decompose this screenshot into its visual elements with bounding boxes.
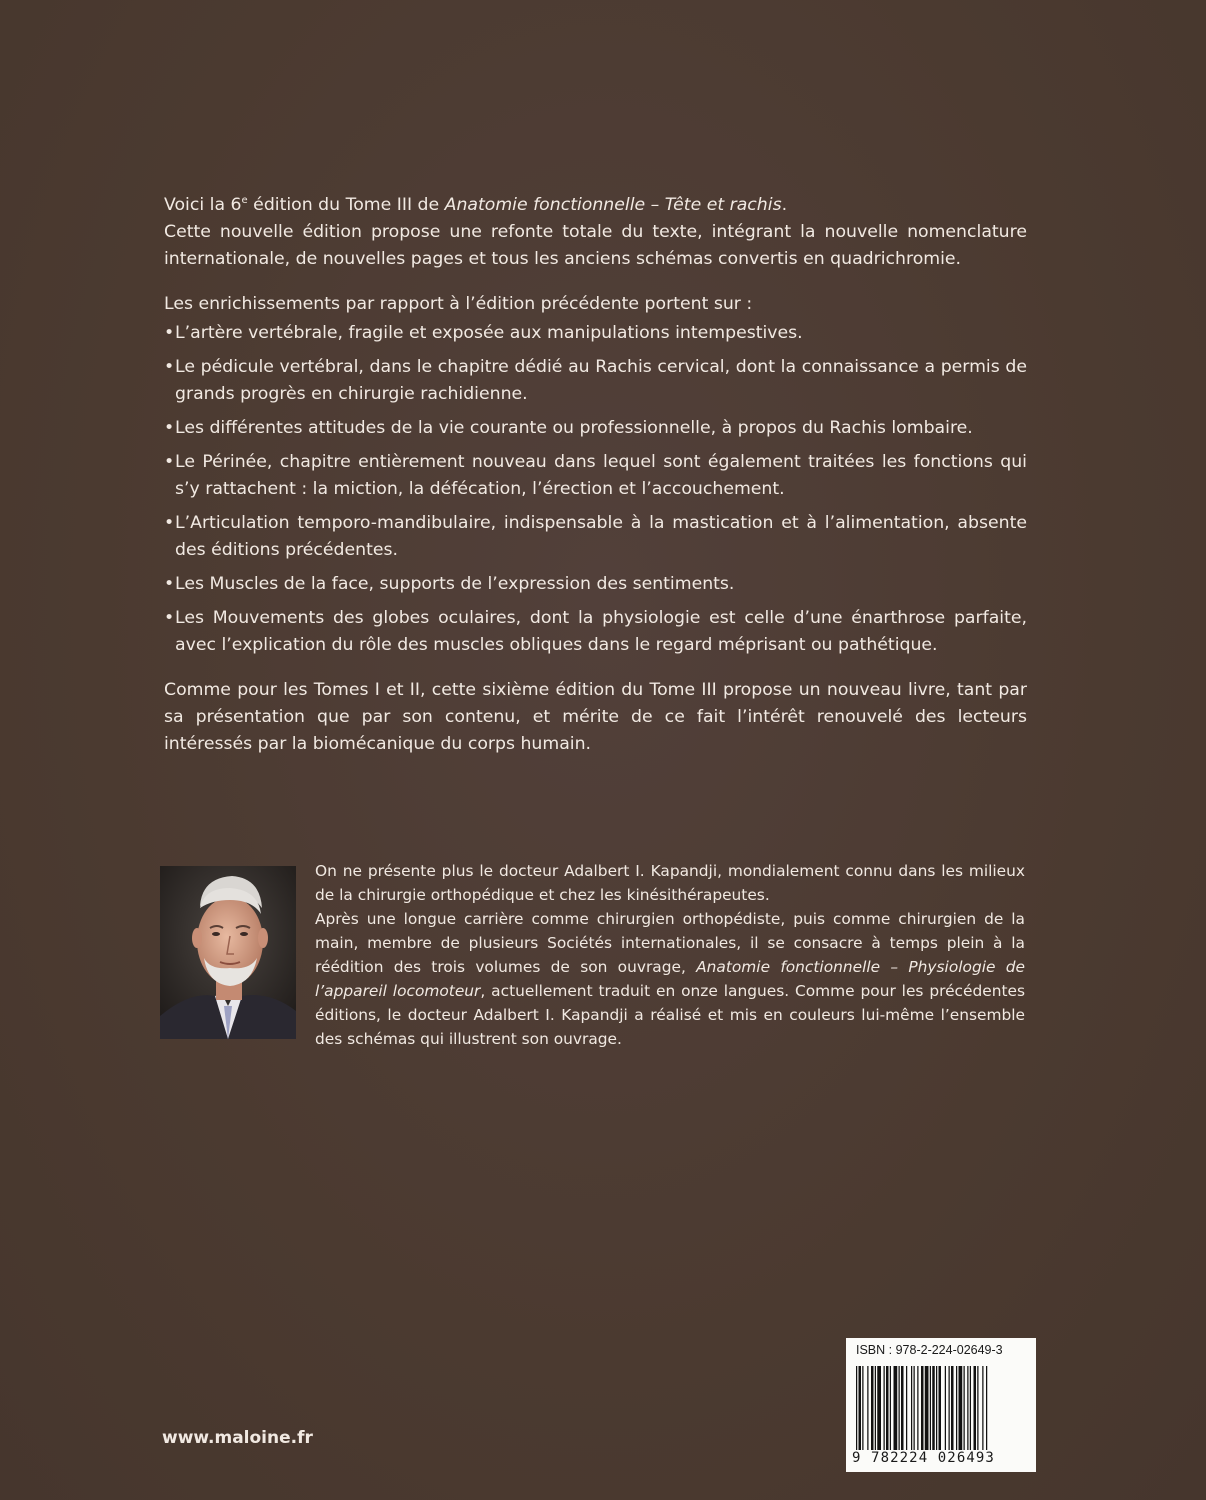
list-item-text: Les différentes attitudes de la vie courante ou professionnelle, à propos du Rachis lombaire. [175,417,973,438]
list-item-text: L’artère vertébrale, fragile et exposée aux manipulations intempestives. [175,322,803,343]
bullet-icon: • [164,451,175,472]
bullet-icon: • [164,417,175,438]
barcode-bar [894,1366,898,1450]
barcode-bar [945,1366,946,1450]
bullet-icon: • [164,356,175,377]
author-career [315,907,1025,1051]
intro-line [164,187,1027,219]
barcode-bar [982,1366,983,1450]
list-item [164,449,1027,503]
author-bio [315,859,1025,1051]
barcode-bar [932,1366,935,1450]
barcode-bar [925,1366,929,1450]
barcode-bar [967,1366,968,1450]
bullet-icon: • [164,573,175,594]
barcode-bar [871,1366,874,1450]
blurb [164,187,1027,758]
barcode-bar [974,1366,977,1450]
isbn-barcode-box [846,1338,1036,1472]
barcode-bar [906,1366,907,1450]
intro-description: Cette nouvelle édition propose une refonte totale du texte, intégrant la nouvelle nomenclature internationale, de nouvelles pages et tous les anciens schémas convertis en quadrichromie. [164,221,1027,269]
publisher-website[interactable]: www.maloine.fr [162,1428,313,1448]
barcode-bar [884,1366,885,1450]
enrichments-heading: Les enrichissements par rapport à l’édition précédente portent sur : [164,293,753,314]
author-career-start: Après une longue carrière comme chirurgien orthopédiste, puis comme chirurgien de la main, membre de plusieurs Sociétés internationales, il se consacre à temps plein à la réédition des trois volumes de son ouvrage, [315,910,1025,976]
author-intro: On ne présente plus le docteur Adalbert I. Kapandji, mondialement connu dans les milieux de la chirurgie orthopédique et chez les kinésithérapeutes. [315,862,1025,904]
barcode-bar [939,1366,942,1450]
barcode-bar [859,1366,862,1450]
intro-prefix: Voici la 6 [164,194,242,215]
barcode-bar [911,1366,912,1450]
series-title: Anatomie fonctionnelle – Physiologie de l’appareil locomoteur [315,958,1025,1000]
barcode-bar [901,1366,904,1450]
bullet-icon: • [164,607,175,628]
barcode-bar [867,1366,868,1450]
barcode-bar [956,1366,957,1450]
barcode-bar [877,1366,881,1450]
barcode-bar [959,1366,963,1450]
barcode-bar [856,1366,857,1450]
list-item-text: Les Mouvements des globes oculaires, dont la physiologie est celle d’une énarthrose parfaite, avec l’explication du rôle des muscles obliques dans le regard méprisant ou pathétique. [175,607,1027,655]
conclusion-paragraph: Comme pour les Tomes I et II, cette sixième édition du Tome III propose un nouveau livre, tant par sa présentation que par son contenu, et mérite de ce fait l’intérêt renouvelé des lecteurs intéressés par la biomécanique du corps humain. [164,679,1027,754]
isbn-digits: 9 782224 026493 [852,1450,995,1466]
barcode-bar [862,1366,863,1450]
intro-book-title: Anatomie fonctionnelle – Tête et rachis [444,194,782,215]
intro-end: . [781,194,788,215]
list-item-text: Les Muscles de la face, supports de l’expression des sentiments. [175,573,735,594]
list-item [164,320,1027,347]
list-item [164,605,1027,659]
list-item-text: Le Périnée, chapitre entièrement nouveau dans lequel sont également traitées les fonctions qui s’y rattachent : la miction, la défécation, l’érection et l’accouchement. [175,451,1027,499]
barcode-bar [977,1366,978,1450]
intro-sup: e [241,195,248,206]
barcode-bar [964,1366,965,1450]
barcode-bar [936,1366,937,1450]
bullet-icon: • [164,322,175,343]
barcode-bar [970,1366,971,1450]
intro-mid: édition du Tome III de [247,194,445,215]
barcode-bar [930,1366,931,1450]
list-item [164,354,1027,408]
barcode-bar [917,1366,918,1450]
list-item-text: L’Articulation temporo-mandibulaire, indispensable à la mastication et à l’alimentation, absente des éditions précédentes. [175,512,1027,560]
barcode-bar [986,1366,987,1450]
barcode-bar [875,1366,876,1450]
author-portrait-image [160,866,296,1039]
barcode-bar [921,1366,924,1450]
list-item [164,571,1027,598]
isbn-label: ISBN : 978-2-224-02649-3 [856,1343,1003,1357]
list-item [164,415,1027,442]
barcode-image [856,1366,1028,1450]
barcode-bar [886,1366,889,1450]
barcode-bar [890,1366,891,1450]
author-photo [160,866,296,1039]
barcode-bar [899,1366,900,1450]
barcode-bar [951,1366,954,1450]
list-item-text: Le pédicule vertébral, dans le chapitre dédié au Rachis cervical, dont la connaissance a permis de grands progrès en chirurgie rachidienne. [175,356,1027,404]
enrichments-list [164,320,1027,659]
bullet-icon: • [164,512,175,533]
barcode-bar [949,1366,950,1450]
author-career-end: , actuellement traduit en onze langues. Comme pour les précédentes éditions, le docteur Adalbert I. Kapandji a réalisé et mis en couleurs lui-même l’ensemble des schémas qui illustrent son ouvrage. [315,982,1026,1048]
barcode-bar [914,1366,915,1450]
list-item [164,510,1027,564]
